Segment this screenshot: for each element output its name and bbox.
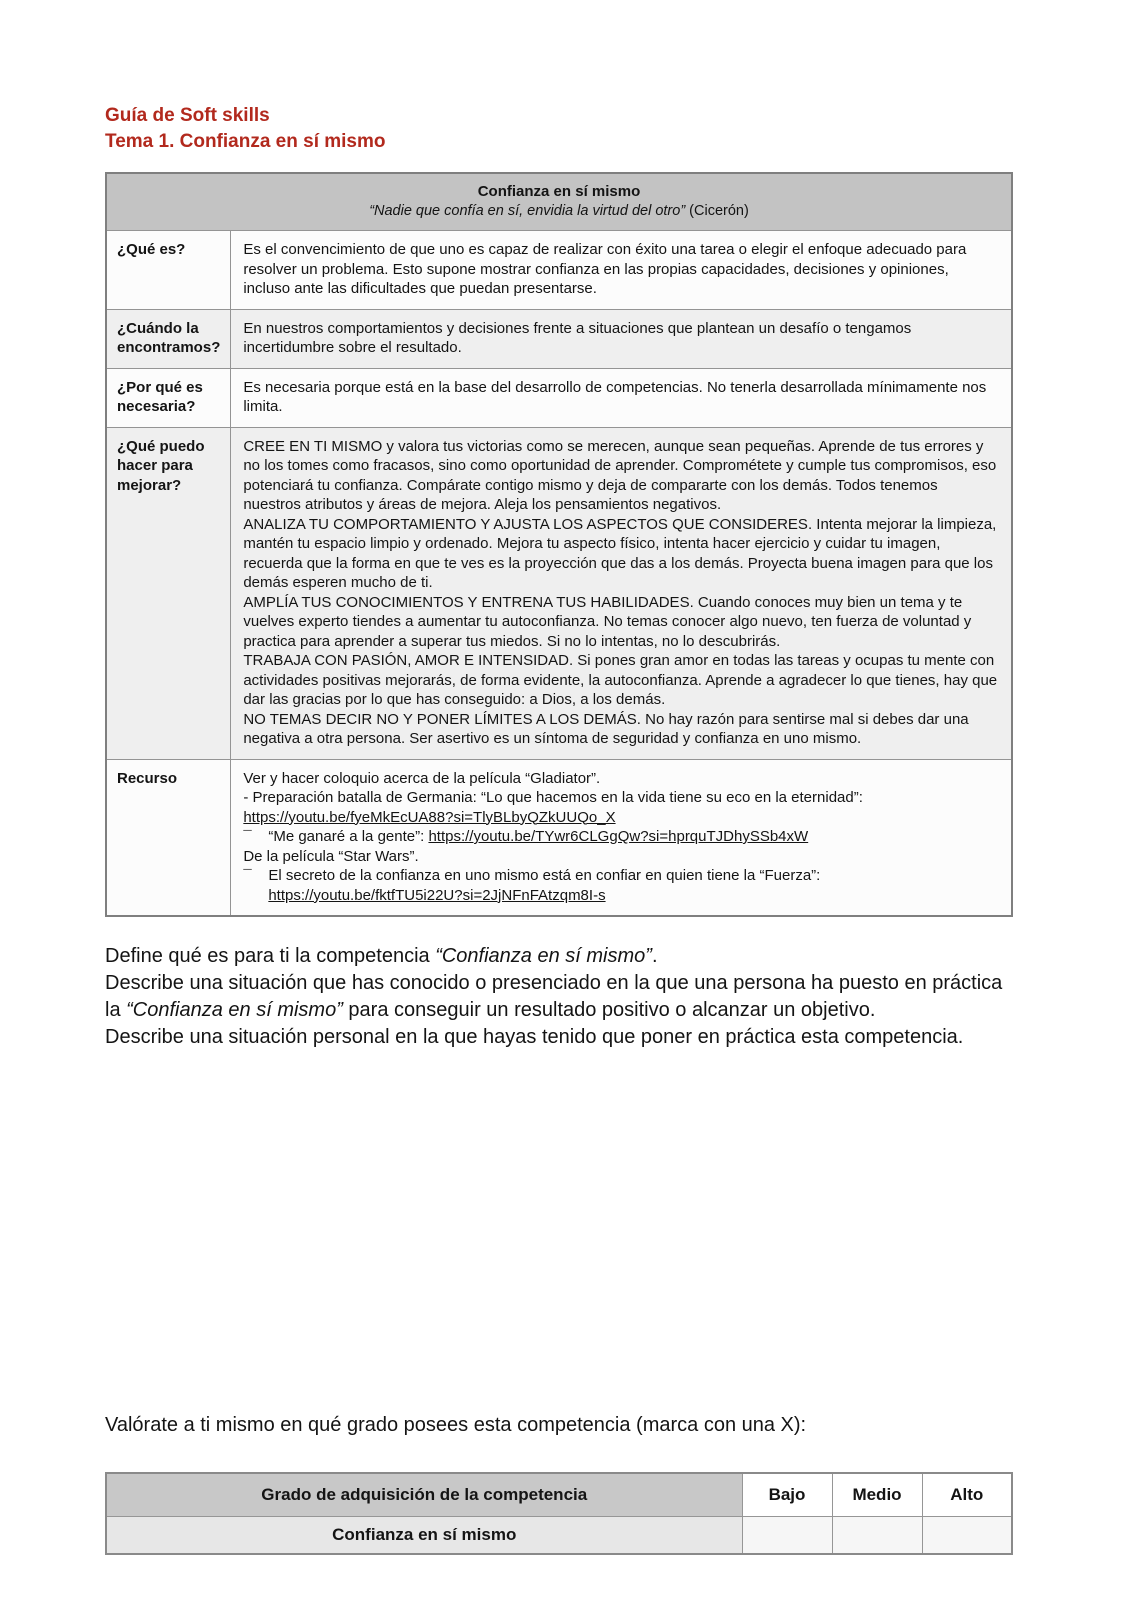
- rating-header-alto: Alto: [922, 1473, 1012, 1516]
- resource-link[interactable]: https://youtu.be/TYwr6CLGgQw?si=hprquTJDhySSb4xW: [428, 828, 809, 845]
- text-run: De la película “Star Wars”.: [243, 847, 419, 865]
- row-content: [231, 368, 1012, 427]
- table-header-row: [106, 173, 1012, 231]
- rating-header-title: Grado de adquisición de la competencia: [106, 1473, 742, 1516]
- paragraph: [243, 593, 999, 652]
- paragraph: [243, 827, 999, 847]
- rating-table: [105, 1472, 1013, 1555]
- text-run: Ver y hacer coloquio acerca de la película “Gladiator”.: [243, 769, 601, 787]
- doc-title-line2: Tema 1. Confianza en sí mismo: [105, 131, 386, 152]
- text-run: Describe una situación que has conocido o presenciado en la que una persona ha puesto en práctica la: [105, 972, 1003, 1021]
- instruction-paragraph: [105, 970, 1013, 1024]
- resource-link[interactable]: https://youtu.be/fktfTU5i22U?si=2JjNFnFAtzqm8I-s: [268, 886, 606, 904]
- text-run: Es necesaria porque está en la base del desarrollo de competencias. No tenerla desarrollada mínimamente nos limita.: [243, 378, 987, 415]
- table-title: Confianza en sí mismo: [477, 183, 641, 200]
- dash-bullet: ¯: [243, 828, 252, 845]
- competence-table: [105, 172, 1013, 917]
- rating-cell-bajo[interactable]: [742, 1516, 832, 1554]
- paragraph: [243, 769, 999, 789]
- text-run: CREE EN TI MISMO y valora tus victorias como se merecen, aunque sean pequeñas. Aprende de tus errores y no los tomes como fracasos, sino como oportunidad de aprender. Comprométete y cumple tus compromisos, eso potenciará tu confianza. Compárate contigo mismo y deja de compararte con los demás. Todos tenemos nuestros atributos y áreas de mejora. Aleja los pensamientos negativos.: [243, 437, 997, 513]
- text-run: “Confianza en sí mismo”: [126, 999, 343, 1021]
- dash-bullet: ¯: [243, 867, 252, 884]
- text-run: .: [651, 945, 658, 967]
- rating-prompt: Valórate a ti mismo en qué grado posees esta competencia (marca con una X):: [105, 1414, 807, 1436]
- row-content: [231, 231, 1012, 310]
- table-row: [106, 368, 1012, 427]
- rating-header-row: [106, 1473, 1012, 1516]
- resource-link[interactable]: https://youtu.be/fyeMkEcUA88?si=TlyBLbyQZkUUQo_X: [243, 808, 616, 826]
- paragraph: [243, 378, 999, 417]
- row-label: ¿Qué es?: [106, 231, 231, 310]
- rating-header-bajo: Bajo: [742, 1473, 832, 1516]
- text-run: para conseguir un resultado positivo o alcanzar un objetivo.: [342, 999, 876, 1021]
- rating-table-head: [106, 1473, 1012, 1516]
- paragraph: [243, 847, 999, 867]
- row-label: Recurso: [106, 759, 231, 916]
- text-run: “Me ganaré a la gente”:: [268, 828, 429, 845]
- text-run: En nuestros comportamientos y decisiones frente a situaciones que plantean un desafío o tengamos incertidumbre sobre el resultado.: [243, 319, 912, 356]
- text-run: ANALIZA TU COMPORTAMIENTO Y AJUSTA LOS ASPECTOS QUE CONSIDERES. Intenta mejorar la limpieza, mantén tu espacio limpio y ordenado. Mejora tu aspecto físico, intenta hacer ejercicio y cuidar tu imagen, recuerda que la forma en que te ves es la proyección que das a los demás. Proyecta buena imagen para que los demás esperen mucho de ti.: [243, 515, 997, 591]
- competence-table-head: [106, 173, 1012, 231]
- text-run: NO TEMAS DECIR NO Y PONER LÍMITES A LOS DEMÁS. No hay razón para sentirse mal si debes dar una negativa a otra persona. Ser asertivo es un síntoma de seguridad y confianza en uno mismo.: [243, 710, 969, 747]
- instruction-paragraph: [105, 943, 1013, 970]
- doc-title-line1: Guía de Soft skills: [105, 105, 270, 126]
- instructions-block: [105, 943, 1013, 1051]
- row-content: [231, 759, 1012, 916]
- table-header-cell: [106, 173, 1012, 231]
- rating-row: [106, 1516, 1012, 1554]
- table-row: [106, 309, 1012, 368]
- text-run: Describe una situación personal en la que hayas tenido que poner en práctica esta competencia.: [105, 1026, 964, 1048]
- table-quote: [117, 202, 1001, 221]
- rating-cell-medio[interactable]: [832, 1516, 922, 1554]
- paragraph: [243, 319, 999, 358]
- text-run: Es el convencimiento de que uno es capaz de realizar con éxito una tarea o elegir el enfoque adecuado para resolver un problema. Esto supone mostrar confianza en las propias capacidades, decisiones y opiniones, incluso ante las dificultades que puedan presentarse.: [243, 241, 967, 297]
- paragraph: [243, 788, 999, 827]
- rating-row-label: Confianza en sí mismo: [106, 1516, 742, 1554]
- paragraph: [243, 651, 999, 710]
- text-run: TRABAJA CON PASIÓN, AMOR E INTENSIDAD. Si pones gran amor en todas las tareas y ocupas tu mente con actividades positivas mejorarás, de forma evidente, la autoconfianza. Aprende a agradecer lo que tienes, hay que dar las gracias por lo que has conseguido: a Dios, a los demás.: [243, 652, 998, 708]
- row-label: ¿Qué puedo hacer para mejorar?: [106, 427, 231, 759]
- paragraph: [243, 515, 999, 593]
- paragraph: [243, 437, 999, 515]
- rating-cell-alto[interactable]: [922, 1516, 1012, 1554]
- table-row: [106, 427, 1012, 759]
- instruction-paragraph: [105, 1024, 1013, 1051]
- rating-header-medio: Medio: [832, 1473, 922, 1516]
- competence-table-body: [106, 231, 1012, 917]
- row-content: [231, 427, 1012, 759]
- quote-text: “Nadie que confía en sí, envidia la virtud del otro”: [369, 203, 686, 219]
- text-run: - Preparación batalla de Germania: “Lo que hacemos en la vida tiene su eco en la eternidad”:: [243, 789, 863, 806]
- row-content: [231, 309, 1012, 368]
- text-run: El secreto de la confianza en uno mismo está en confiar en quien tiene la “Fuerza”:: [268, 867, 821, 884]
- row-label: ¿Por qué es necesaria?: [106, 368, 231, 427]
- paragraph: [243, 710, 999, 749]
- row-label: ¿Cuándo la encontramos?: [106, 309, 231, 368]
- text-run: “Confianza en sí mismo”: [435, 945, 652, 967]
- quote-attribution: (Cicerón): [685, 203, 749, 219]
- paragraph: [243, 240, 999, 299]
- table-row: [106, 231, 1012, 310]
- table-row: [106, 759, 1012, 916]
- text-run: AMPLÍA TUS CONOCIMIENTOS Y ENTRENA TUS HABILIDADES. Cuando conoces muy bien un tema y te vuelves experto tiendes a aumentar tu autoconfianza. No temas conocer algo nuevo, ten fuerza de voluntad y practica para aprender a superar tus miedos. Si no lo intentas, no lo descubrirás.: [243, 593, 972, 650]
- text-run: Define qué es para ti la competencia: [105, 945, 436, 967]
- paragraph: [243, 866, 999, 905]
- rating-table-body: [106, 1516, 1012, 1554]
